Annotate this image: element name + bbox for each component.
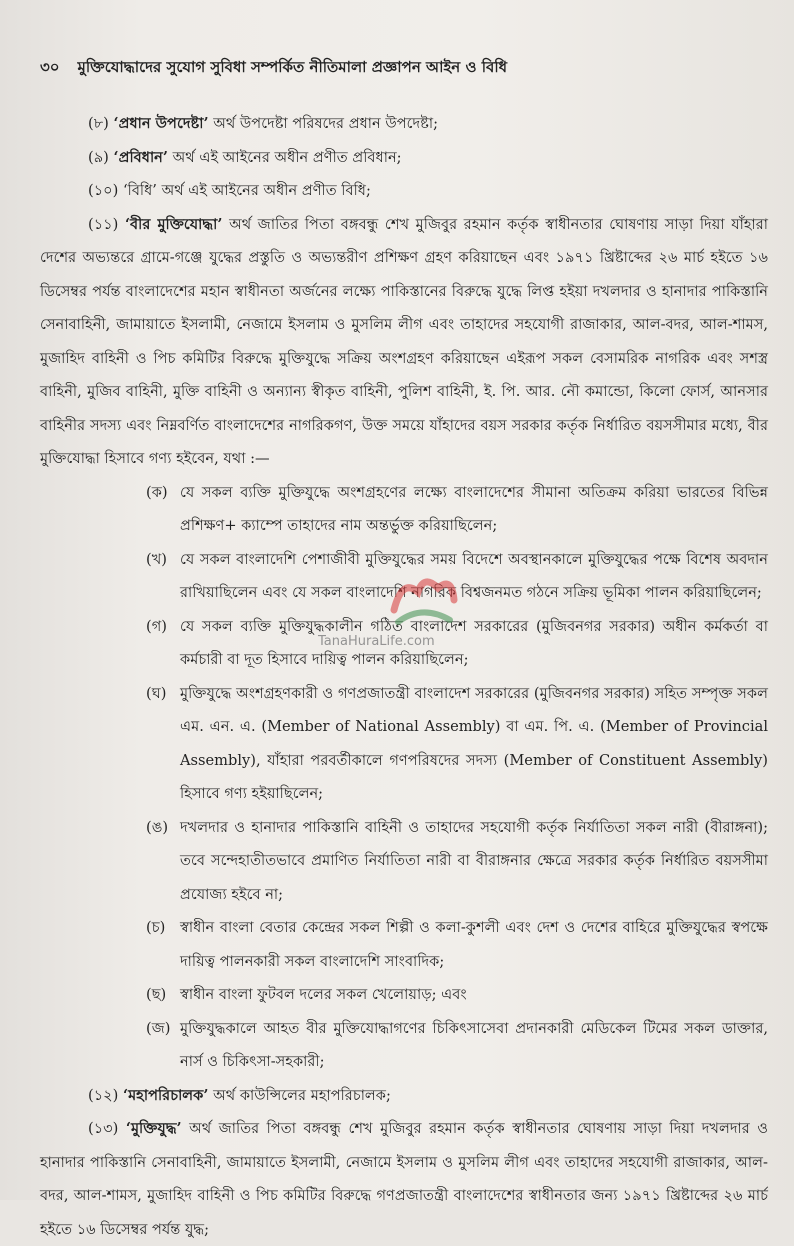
sub-item-label: (ক)	[146, 483, 168, 501]
definition-number: (১২)	[88, 1086, 119, 1104]
definition-term: ‘প্রধান উপদেষ্টা’	[113, 115, 209, 132]
page-number: ৩০	[40, 58, 60, 76]
definition-12	[40, 1079, 768, 1113]
definition-term: ‘প্রবিধান’	[113, 148, 168, 166]
sub-item-kha	[40, 543, 768, 610]
definition-number: (১৩)	[88, 1120, 119, 1137]
definition-number: (৯)	[88, 148, 109, 166]
sub-item-text: যে সকল ব্যক্তি মুক্তিযুদ্ধে অংশগ্রহণের লক্ষ্যে বাংলাদেশের সীমানা অতিক্রম করিয়া ভারতের বিভিন্ন প্রশিক্ষণ+ ক্যাম্পে তাহাদের নাম অন্তর্ভুক্ত করিয়াছিলেন;	[180, 483, 768, 534]
definition-13	[40, 1112, 768, 1246]
definition-text: অর্থ কাউন্সিলের মহাপরিচালক;	[213, 1086, 391, 1104]
running-title: মুক্তিযোদ্ধাদের সুযোগ সুবিধা সম্পর্কিত নীতিমালা প্রজ্ঞাপন আইন ও বিধি	[77, 58, 508, 76]
sub-item-label: (গ)	[146, 617, 167, 635]
sub-item-text: মুক্তিযুদ্ধে অংশগ্রহণকারী ও গণপ্রজাতন্ত্রী বাংলাদেশ সরকারের (মুজিবনগর সরকার) সহিত সম্পৃক্ত সকল এম. এন. এ. (Member of National Assembly) বা এম. পি. এ. (Member of Provincial Assembly), যাঁহারা পরবর্তীকালে গণপরিষদের সদস্য (Member of Constituent Assembly) হিসাবে গণ্য হইয়াছিলেন;	[180, 684, 768, 802]
sub-item-label: (চ)	[146, 919, 166, 936]
sub-item-cha	[40, 911, 768, 978]
sub-item-text: মুক্তিযুদ্ধকালে আহত বীর মুক্তিযোদ্ধাগণের চিকিৎসাসেবা প্রদানকারী মেডিকেল টিমের সকল ডাক্তার, নার্স ও চিকিৎসা-সহকারী;	[180, 1019, 768, 1070]
sub-item-label: (ছ)	[146, 986, 167, 1003]
sub-item-text: যে সকল ব্যক্তি মুক্তিযুদ্ধকালীন গঠিত বাংলাদেশ সরকারের (মুজিবনগর সরকার) অধীন কর্মকর্তা বা কর্মচারী বা দূত হিসাবে দায়িত্ব পালন করিয়াছিলেন;	[180, 617, 768, 668]
definition-term: ‘মুক্তিযুদ্ধ’	[125, 1120, 182, 1137]
watermark-text: TanaHuraLife.com	[318, 634, 435, 649]
sub-item-label: (জ)	[146, 1019, 171, 1037]
sub-item-ka	[40, 476, 768, 543]
definition-number: (১১)	[88, 215, 119, 233]
sub-item-ja	[40, 1012, 768, 1079]
definition-number: (৮)	[88, 115, 109, 132]
definition-term: ‘বীর মুক্তিযোদ্ধা’	[124, 215, 223, 233]
definition-number: (১০)	[88, 182, 119, 199]
definition-text: অর্থ উপদেষ্টা পরিষদের প্রধান উপদেষ্টা;	[213, 115, 439, 132]
definition-term: ‘মহাপরিচালক’	[123, 1086, 209, 1104]
definition-text: অর্থ জাতির পিতা বঙ্গবন্ধু শেখ মুজিবুর রহমান কর্তৃক স্বাধীনতার ঘোষণায় সাড়া দিয়া যাঁহারা দেশের অভ্যন্তরে গ্রামে-গঞ্জে যুদ্ধের প্রস্তুতি ও অভ্যন্তরীণ প্রশিক্ষণ গ্রহণ করিয়াছেন এবং ১৯৭১ খ্রিষ্টাব্দের ২৬ মার্চ হইতে ১৬ ডিসেম্বর পর্যন্ত বাংলাদেশের মহান স্বাধীনতা অর্জনের লক্ষ্যে পাকিস্তানের বিরুদ্ধে যুদ্ধে লিপ্ত হইয়া দখলদার ও হানাদার পাকিস্তানি সেনাবাহিনী, জামায়াতে ইসলামী, নেজামে ইসলাম ও মুসলিম লীগ এবং তাহাদের সহযোগী রাজাকার, আল-বদর, আল-শামস, মুজাহিদ বাহিনী ও পিচ কমিটির বিরুদ্ধে মুক্তিযুদ্ধে সক্রিয় অংশগ্রহণ করিয়াছেন এইরূপ সকল বেসামরিক নাগরিক এবং সশস্ত্র বাহিনী, মুজিব বাহিনী, মুক্তি বাহিনী ও অন্যান্য স্বীকৃত বাহিনী, পুলিশ বাহিনী, ই. পি. আর. নৌ কমান্ডো, কিলো ফোর্স, আনসার বাহিনীর সদস্য এবং নিম্নবর্ণিত বাংলাদেশের নাগরিকগণ, উক্ত সময়ে যাঁহাদের বয়স সরকার কর্তৃক নির্ধারিত বয়সসীমার মধ্যে, বীর মুক্তিযোদ্ধা হিসাবে গণ্য হইবেন, যথা :—	[40, 215, 768, 467]
definition-text: অর্থ এই আইনের অধীন প্রণীত প্রবিধান;	[172, 148, 402, 166]
sub-item-uma	[40, 811, 768, 912]
sub-item-text: দখলদার ও হানাদার পাকিস্তানি বাহিনী ও তাহাদের সহযোগী কর্তৃক নির্যাতিতা সকল নারী (বীরাঙ্গনা); তবে সন্দেহাতীতভাবে প্রমাণিত নির্যাতিতা নারী বা বীরাঙ্গনার ক্ষেত্রে সরকার কর্তৃক নির্ধারিত বয়সসীমা প্রযোজ্য হইবে না;	[180, 818, 768, 903]
sub-item-text: স্বাধীন বাংলা ফুটবল দলের সকল খেলোয়াড়; এবং	[180, 986, 467, 1003]
definition-8	[40, 107, 768, 141]
sub-item-text: যে সকল বাংলাদেশি পেশাজীবী মুক্তিযুদ্ধের সময় বিদেশে অবস্থানকালে মুক্তিযুদ্ধের পক্ষে বিশেষ অবদান রাখিয়াছিলেন এবং যে সকল বাংলাদেশি নাগরিক বিশ্বজনমত গঠনে সক্রিয় ভূমিকা পালন করিয়াছিলেন;	[180, 550, 768, 601]
sub-item-text: স্বাধীন বাংলা বেতার কেন্দ্রের সকল শিল্পী ও কলা-কুশলী এবং দেশ ও দেশের বাহিরে মুক্তিযুদ্ধের স্বপক্ষে দায়িত্ব পালনকারী সকল বাংলাদেশি সাংবাদিক;	[180, 919, 768, 970]
definition-10	[40, 174, 768, 208]
sub-item-label: (ঘ)	[146, 684, 167, 702]
sub-item-gha	[40, 677, 768, 811]
sub-item-label: (খ)	[146, 550, 167, 568]
definition-9	[40, 141, 768, 175]
definition-11	[40, 208, 768, 476]
definition-text: ‘বিধি’ অর্থ এই আইনের অধীন প্রণীত বিধি;	[123, 182, 371, 199]
definition-text: অর্থ জাতির পিতা বঙ্গবন্ধু শেখ মুজিবুর রহমান কর্তৃক স্বাধীনতার ঘোষণায় সাড়া দিয়া দখলদার ও হানাদার পাকিস্তানি সেনাবাহিনী, জামায়াতে ইসলামী, নেজামে ইসলাম ও মুসলিম লীগ এবং তাহাদের সহযোগী রাজাকার, আল-বদর, আল-শামস, মুজাহিদ বাহিনী ও পিচ কমিটির বিরুদ্ধে গণপ্রজাতন্ত্রী বাংলাদেশের স্বাধীনতার জন্য ১৯৭১ খ্রিষ্টাব্দের ২৬ মার্চ হইতে ১৬ ডিসেম্বর পর্যন্ত যুদ্ধ;	[40, 1120, 769, 1238]
running-header	[40, 56, 768, 81]
sub-item-label: (ঙ)	[146, 818, 169, 836]
sub-item-chha	[40, 978, 768, 1012]
